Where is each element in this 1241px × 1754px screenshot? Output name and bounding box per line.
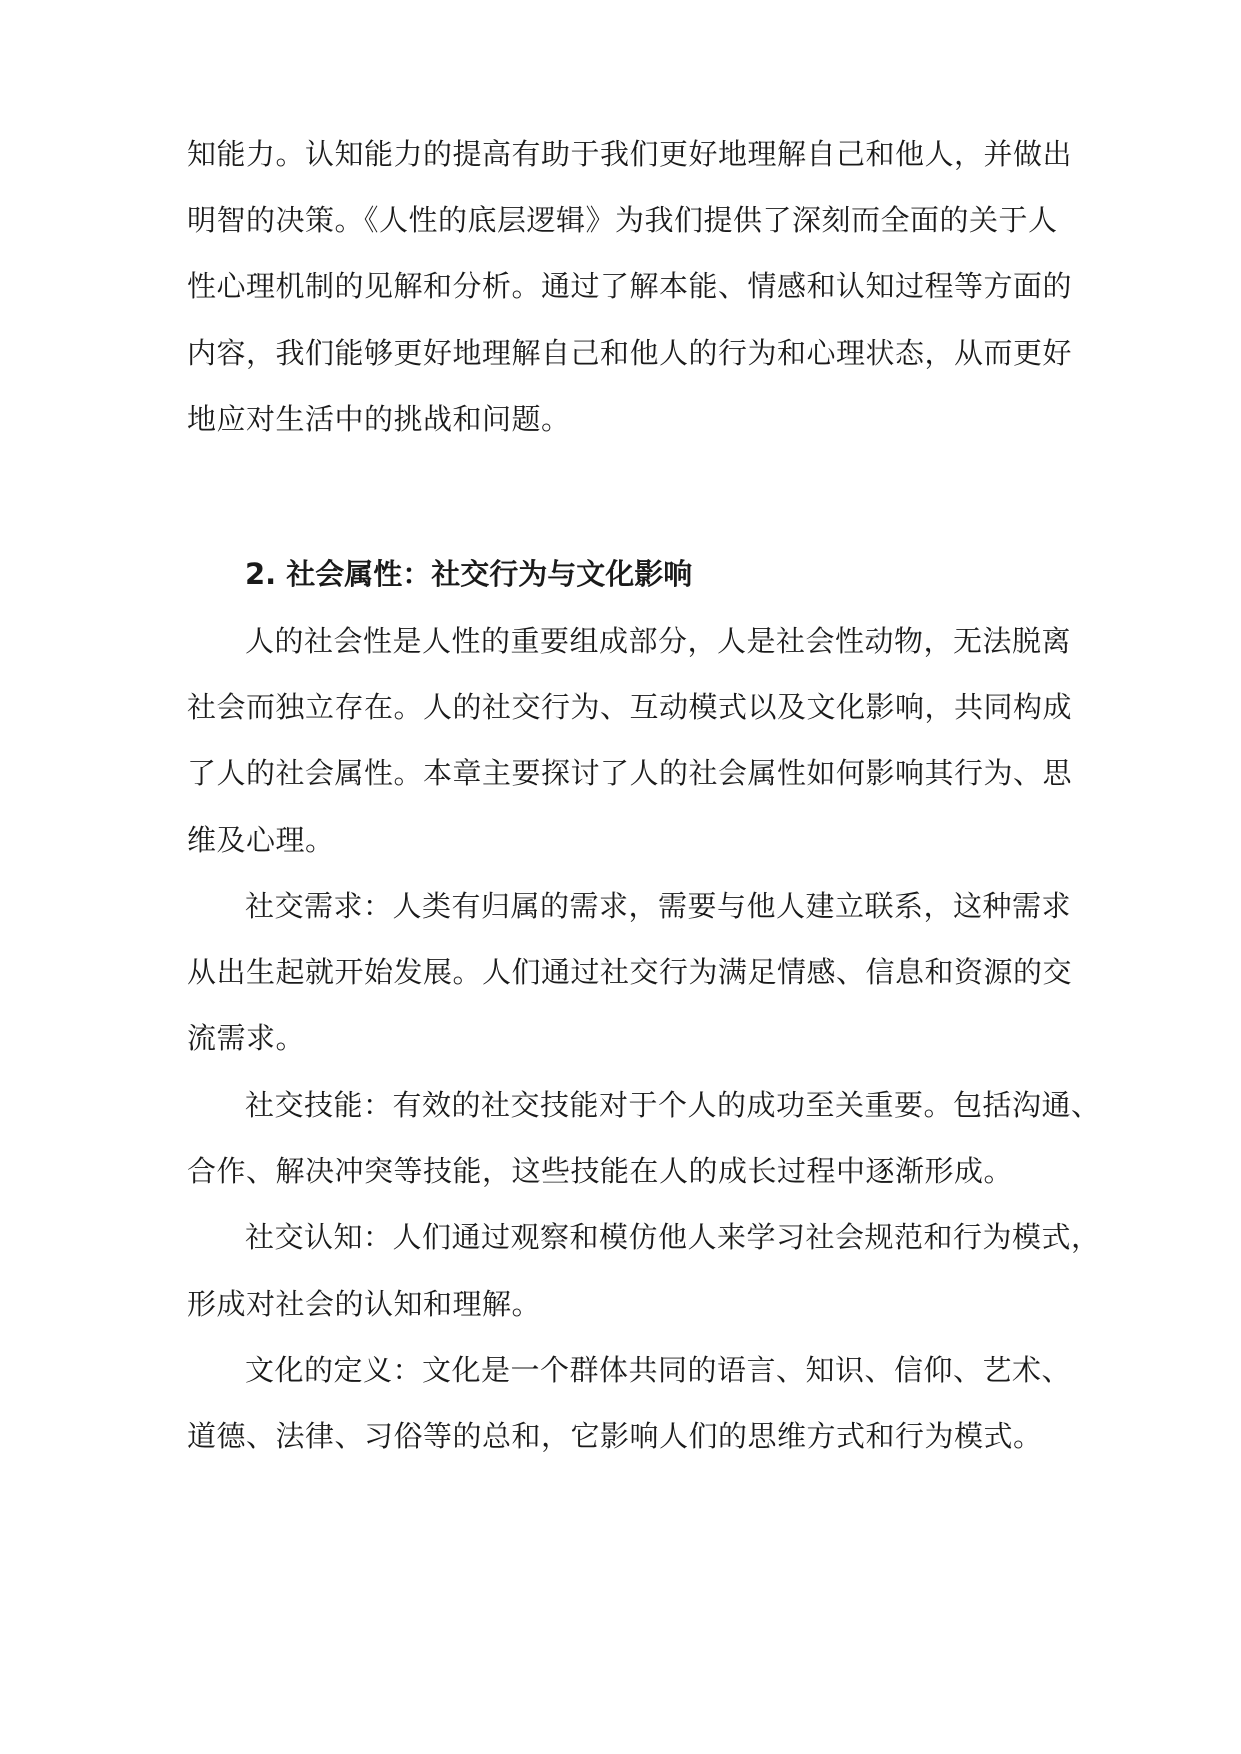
intro-line: 地应对生活中的挑战和问题。 <box>187 402 571 436</box>
paragraph-line: 从出生起就开始发展。人们通过社交行为满足情感、信息和资源的交 <box>187 955 1073 989</box>
intro-line: 明智的决策。《人性的底层逻辑》为我们提供了深刻而全面的关于人 <box>187 203 1058 237</box>
paragraph-line: 社交需求：人类有归属的需求，需要与他人建立联系，这种需求 <box>245 889 1072 923</box>
paragraph-line: 社交认知：人们通过观察和模仿他人来学习社会规范和行为模式， <box>245 1220 1101 1254</box>
paragraph-line: 合作、解决冲突等技能，这些技能在人的成长过程中逐渐形成。 <box>187 1154 1014 1188</box>
section-heading: 2. 社会属性：社交行为与文化影响 <box>245 557 693 591</box>
intro-line: 性心理机制的见解和分析。通过了解本能、情感和认知过程等方面的 <box>187 269 1073 303</box>
paragraph-line: 人的社会性是人性的重要组成部分，人是社会性动物，无法脱离 <box>245 624 1072 658</box>
paragraph-line: 道德、法律、习俗等的总和，它影响人们的思维方式和行为模式。 <box>187 1419 1043 1453</box>
paragraph-line: 形成对社会的认知和理解。 <box>187 1287 542 1321</box>
paragraph-line: 流需求。 <box>187 1021 306 1055</box>
paragraph-line: 了人的社会属性。本章主要探讨了人的社会属性如何影响其行为、思 <box>187 756 1073 790</box>
intro-line: 内容，我们能够更好地理解自己和他人的行为和心理状态，从而更好 <box>187 336 1073 370</box>
paragraph-line: 社会而独立存在。人的社交行为、互动模式以及文化影响，共同构成 <box>187 690 1073 724</box>
paragraph-line: 维及心理。 <box>187 823 335 857</box>
paragraph-line: 社交技能：有效的社交技能对于个人的成功至关重要。包括沟通、 <box>245 1088 1101 1122</box>
paragraph-line: 文化的定义：文化是一个群体共同的语言、知识、信仰、艺术、 <box>245 1353 1072 1387</box>
intro-line: 知能力。认知能力的提高有助于我们更好地理解自己和他人，并做出 <box>187 137 1073 171</box>
